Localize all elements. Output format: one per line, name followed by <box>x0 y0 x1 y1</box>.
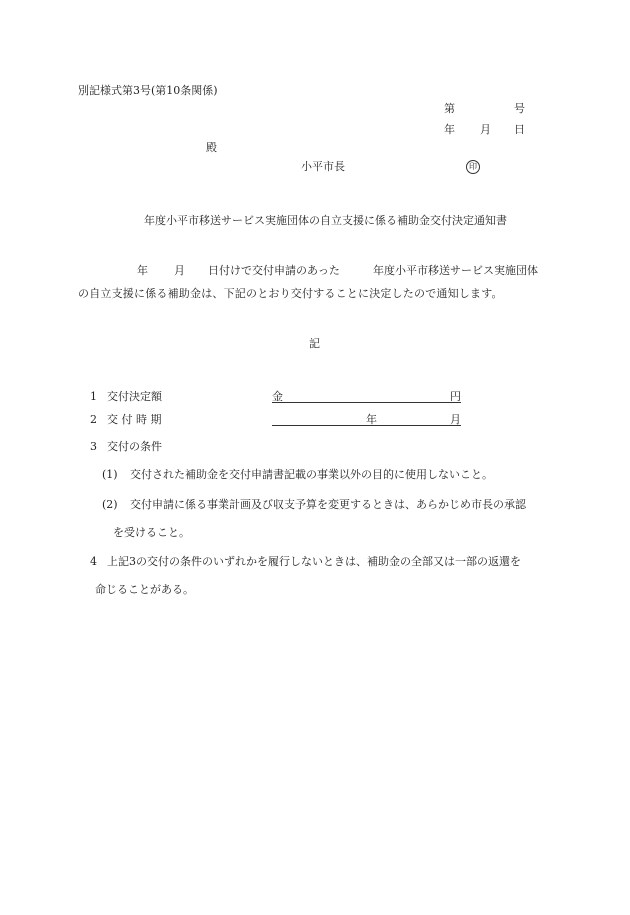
item-3-2-number: (2) <box>102 498 118 511</box>
intro-year: 年 <box>137 264 148 277</box>
period-month: 月 <box>450 413 461 426</box>
item-4-number: 4 <box>90 555 97 568</box>
doc-number-prefix: 第 <box>444 102 455 115</box>
period-year: 年 <box>366 413 377 426</box>
doc-number-suffix: 号 <box>514 102 525 115</box>
intro-tail: 年度小平市移送サービス実施団体 <box>373 264 538 277</box>
amount-prefix: 金 <box>272 390 283 403</box>
item-3-label: 交付の条件 <box>107 440 162 453</box>
item-2-label: 交 付 時 期 <box>107 413 162 426</box>
item-3-number: 3 <box>90 440 97 453</box>
date-year: 年 <box>444 123 455 136</box>
item-4-line-2: 命じることがある。 <box>95 583 194 596</box>
seal-mark: 印 <box>466 160 480 174</box>
date-month: 月 <box>480 123 491 136</box>
period-field <box>272 412 461 426</box>
ki-heading: 記 <box>309 337 320 350</box>
item-3-2-line-2: を受けること。 <box>113 526 190 539</box>
document-title: 年度小平市移送サービス実施団体の自立支援に係る補助金交付決定通知書 <box>144 214 507 227</box>
item-3-1-text: 交付された補助金を交付申請書記載の事業以外の目的に使用しないこと。 <box>130 468 493 481</box>
addressee-honorific: 殿 <box>206 141 217 154</box>
item-3-1-number: (1) <box>102 468 118 481</box>
item-1-label: 交付決定額 <box>107 390 162 403</box>
intro-rest: 日付けで交付申請のあった <box>208 264 340 277</box>
intro-line-2: の自立支援に係る補助金は、下記のとおり交付することに決定したので通知します。 <box>78 287 503 300</box>
intro-month: 月 <box>174 264 185 277</box>
amount-suffix: 円 <box>450 390 461 403</box>
amount-field <box>272 389 461 403</box>
date-day: 日 <box>514 123 525 136</box>
item-3-2-line-1: 交付申請に係る事業計画及び収支予算を変更するときは、あらかじめ市長の承認 <box>130 498 526 511</box>
form-label: 別記様式第3号(第10条関係) <box>78 84 218 97</box>
item-4-line-1: 上記3の交付の条件のいずれかを履行しないときは、補助金の全部又は一部の返還を <box>107 555 521 568</box>
item-2-number: 2 <box>90 413 97 426</box>
issuer-name: 小平市長 <box>301 160 345 173</box>
item-1-number: 1 <box>90 390 97 403</box>
